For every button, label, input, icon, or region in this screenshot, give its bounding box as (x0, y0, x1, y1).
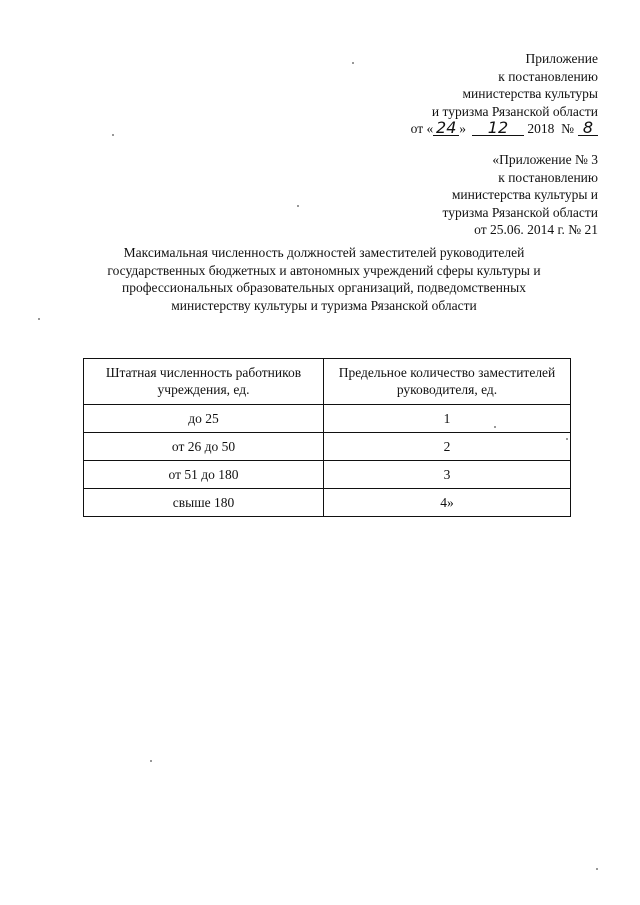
appendix-header (411, 50, 598, 138)
appendix-line: к постановлению (498, 68, 598, 84)
appendix-line: и туризма Рязанской области (431, 103, 598, 119)
cell-staff-range: до 25 (84, 405, 324, 433)
cell-deputies: 2 (324, 433, 571, 461)
appendix-line: Приложение (525, 51, 598, 66)
date-day-handwritten: 24 (433, 120, 459, 136)
appendix-line: министерства культуры (462, 86, 598, 101)
table-row (84, 489, 571, 517)
scan-speck (150, 760, 152, 762)
appendix3-header (442, 151, 598, 239)
cell-staff-range: свыше 180 (84, 489, 324, 517)
table-row (84, 433, 571, 461)
document-title (60, 244, 588, 314)
scan-speck (596, 868, 598, 870)
appendix3-line: от 25.06. 2014 г. № 21 (474, 222, 598, 237)
table-header-row (84, 359, 571, 405)
appendix3-line: министерства культуры и (451, 187, 598, 202)
date-mid: » (459, 121, 466, 136)
date-prefix: от « (410, 121, 434, 136)
cell-staff-range: от 26 до 50 (84, 433, 324, 461)
title-line: государственных бюджетных и автономных учреждений сферы культуры и (107, 262, 541, 278)
title-line: профессиональных образовательных организаций, подведомственных (122, 280, 526, 295)
cell-deputies: 4» (324, 489, 571, 517)
number-label: № (561, 121, 574, 136)
cell-staff-range: от 51 до 180 (84, 461, 324, 489)
date-year: 2018 (527, 121, 555, 136)
scan-speck (297, 205, 299, 207)
cell-deputies: 3 (324, 461, 571, 489)
scan-speck (352, 62, 354, 64)
header-staff-count: Штатная численность работников учреждения, ед. (84, 359, 324, 405)
deputies-table (83, 358, 571, 517)
appendix-date-line (411, 120, 598, 138)
scan-speck (566, 438, 568, 440)
title-line: министерству культуры и туризма Рязанской области (171, 297, 477, 313)
number-handwritten: 8 (578, 120, 598, 136)
table-row (84, 461, 571, 489)
appendix3-line: туризма Рязанской области (442, 204, 598, 220)
header-max-deputies: Предельное количество заместителей руководителя, ед. (324, 359, 571, 405)
appendix3-line: «Приложение № 3 (492, 152, 598, 167)
scan-speck (494, 426, 496, 428)
title-line: Максимальная численность должностей заместителей руководителей (123, 245, 525, 260)
table-row (84, 405, 571, 433)
scan-speck (38, 318, 40, 320)
appendix3-line: к постановлению (498, 169, 598, 185)
date-month-handwritten: 12 (472, 120, 524, 136)
cell-deputies: 1 (324, 405, 571, 433)
scan-speck (112, 134, 114, 136)
